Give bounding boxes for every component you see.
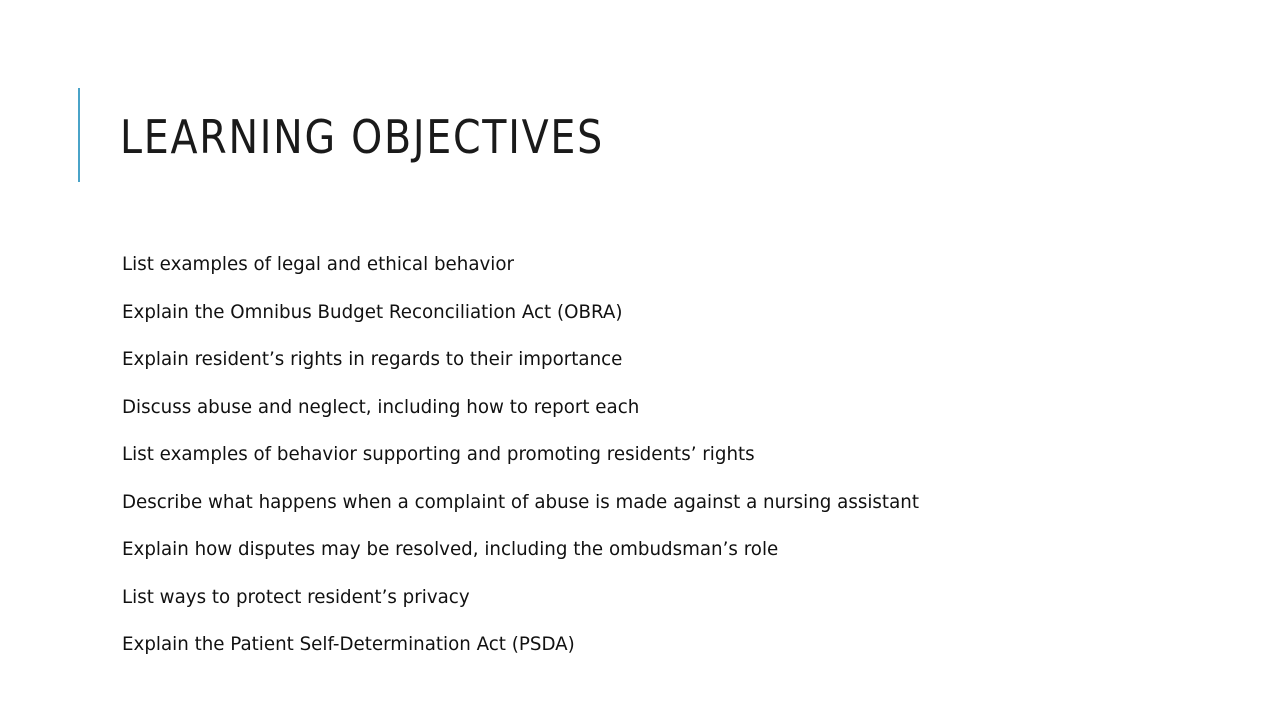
objective-item-complaint-process: Describe what happens when a complaint of abuse is made against a nursing assistant xyxy=(122,490,919,513)
objective-item-disputes-ombudsman: Explain how disputes may be resolved, including the ombudsman’s role xyxy=(122,538,779,560)
objective-item-privacy: List ways to protect resident’s privacy xyxy=(122,585,470,608)
title-accent-bar xyxy=(78,88,80,182)
objective-item-obra: Explain the Omnibus Budget Reconciliation Act (OBRA) xyxy=(122,300,623,323)
objectives-list xyxy=(122,241,952,669)
objective-item-abuse-neglect: Discuss abuse and neglect, including how to report each xyxy=(122,395,640,418)
slide-title: LEARNING OBJECTIVES xyxy=(120,110,604,164)
objective-item-legal-ethical: List examples of legal and ethical behavior xyxy=(122,253,515,275)
objective-item-psda: Explain the Patient Self-Determination Act (PSDA) xyxy=(122,633,575,655)
objective-item-supporting-rights: List examples of behavior supporting and promoting residents’ rights xyxy=(122,443,755,465)
objective-item-residents-rights: Explain resident’s rights in regards to their importance xyxy=(122,348,623,370)
